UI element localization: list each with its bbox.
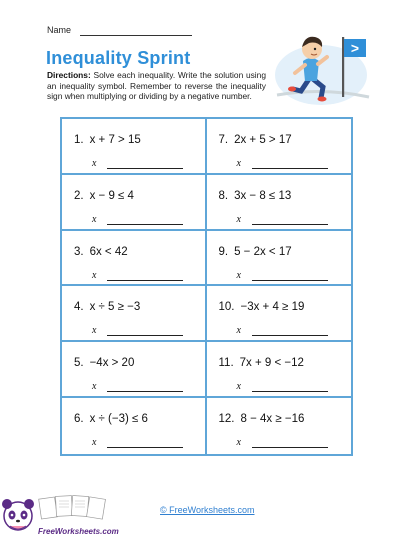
problem-number: 1.	[74, 134, 84, 146]
problem-inequality: 7x + 9 < −12	[239, 357, 304, 370]
problem-text	[74, 190, 134, 202]
problem-inequality: 3x − 8 ≤ 13	[234, 189, 292, 202]
problem-number: 4.	[74, 301, 84, 314]
answer-blank[interactable]	[252, 447, 328, 448]
problem-number: 5.	[74, 357, 84, 370]
problem-cell	[62, 398, 207, 454]
problem-number: 7.	[218, 134, 229, 146]
problem-inequality: 5 − 2x < 17	[234, 245, 292, 258]
name-label: Name	[47, 25, 72, 35]
problem-cell	[62, 119, 207, 175]
problem-cell	[207, 286, 352, 342]
problem-inequality: x + 7 > 15	[89, 134, 141, 146]
problem-cell	[207, 398, 352, 454]
answer-blank[interactable]	[252, 280, 328, 281]
answer-variable: x	[236, 437, 241, 449]
problem-inequality: −4x > 20	[89, 357, 135, 370]
problem-number: 9.	[218, 245, 229, 258]
directions-label: Directions:	[47, 70, 91, 80]
answer-blank[interactable]	[107, 447, 183, 448]
worksheet-title: Inequality Sprint	[46, 48, 191, 68]
problem-inequality: x ÷ 5 ≥ −3	[89, 301, 141, 314]
problem-inequality: 8 − 4x ≥ −16	[240, 413, 305, 426]
problem-text	[219, 357, 304, 369]
problem-number: 10.	[218, 301, 235, 314]
problem-text	[219, 301, 305, 313]
flag-pole	[342, 37, 344, 97]
problem-number: 6.	[74, 413, 84, 426]
problem-text	[219, 134, 292, 146]
problem-cell	[62, 342, 207, 398]
answer-variable: x	[236, 325, 241, 337]
answer-variable: x	[92, 213, 97, 225]
flag-symbol: >	[350, 40, 360, 56]
answer-variable: x	[92, 269, 97, 281]
problem-text	[219, 190, 292, 202]
problem-text	[74, 413, 148, 425]
answer-blank[interactable]	[107, 280, 183, 281]
logo-text: FreeWorksheets.com	[38, 527, 119, 536]
answer-variable: x	[236, 158, 241, 169]
problem-number: 2.	[74, 189, 84, 202]
problem-text	[74, 301, 140, 313]
problem-cell	[62, 286, 207, 342]
answer-blank[interactable]	[252, 224, 328, 225]
directions	[47, 70, 266, 102]
answer-variable: x	[92, 381, 97, 393]
answer-blank[interactable]	[107, 391, 183, 392]
problem-text	[74, 134, 141, 146]
answer-blank[interactable]	[107, 335, 183, 336]
answer-variable: x	[92, 325, 97, 337]
copyright-link[interactable]: © FreeWorksheets.com	[160, 505, 255, 515]
problem-inequality: 6x < 42	[89, 245, 128, 258]
problem-cell	[62, 231, 207, 287]
answer-blank[interactable]	[252, 391, 328, 392]
answer-variable: x	[92, 437, 97, 449]
answer-blank[interactable]	[252, 335, 328, 336]
answer-blank[interactable]	[252, 168, 328, 169]
problem-inequality: x − 9 ≤ 4	[89, 189, 134, 202]
answer-variable: x	[92, 158, 97, 169]
name-field-line[interactable]	[80, 35, 192, 36]
problem-cell	[207, 231, 352, 287]
answer-variable: x	[236, 381, 241, 393]
problem-inequality: x ÷ (−3) ≤ 6	[89, 413, 148, 426]
answer-blank[interactable]	[107, 224, 183, 225]
problem-text	[74, 246, 128, 258]
problem-cell	[207, 342, 352, 398]
answer-variable: x	[236, 269, 241, 281]
problem-number: 11.	[218, 357, 234, 370]
problem-grid	[60, 117, 353, 456]
directions-text: Solve each inequality. Write the solution using an inequality symbol. Remember to reverse the inequality sign when multiplying or dividing by a negative number.	[47, 70, 266, 102]
runner-illustration	[273, 27, 373, 107]
problem-cell	[207, 175, 352, 231]
answer-variable: x	[236, 213, 241, 225]
problem-cell	[207, 119, 352, 175]
problem-text	[219, 246, 292, 258]
problem-cell	[62, 175, 207, 231]
problem-text	[219, 413, 305, 425]
problem-inequality: −3x + 4 ≥ 19	[240, 301, 305, 314]
problem-number: 12.	[218, 413, 235, 426]
problem-inequality: 2x + 5 > 17	[234, 134, 292, 146]
problem-number: 8.	[218, 189, 229, 202]
answer-blank[interactable]	[107, 168, 183, 169]
problem-number: 3.	[74, 245, 84, 258]
problem-text	[74, 357, 134, 369]
